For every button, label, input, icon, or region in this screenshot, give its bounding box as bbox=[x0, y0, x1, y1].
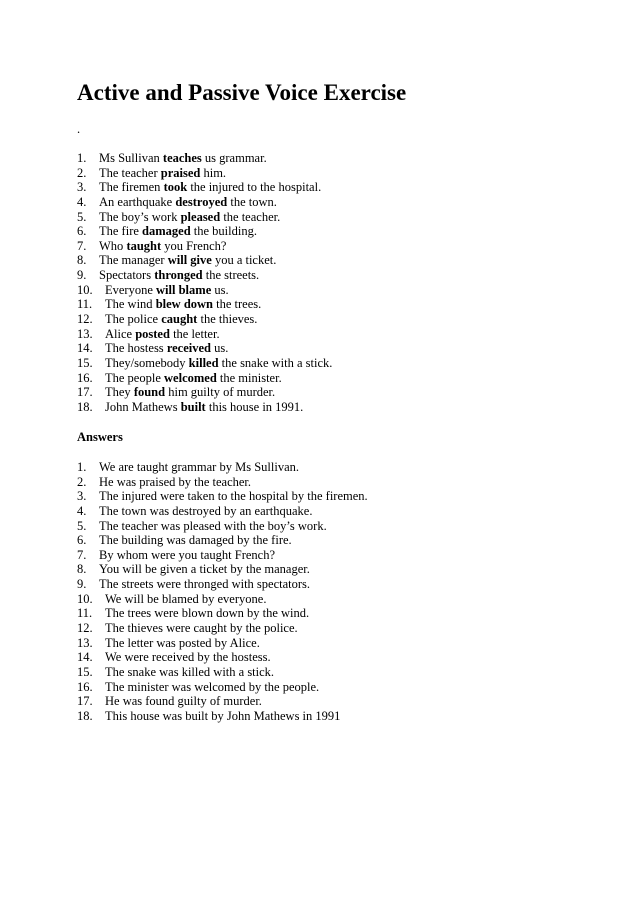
question-item bbox=[77, 239, 332, 254]
question-number: 6. bbox=[77, 224, 87, 239]
question-item bbox=[77, 253, 332, 268]
answer-item bbox=[77, 562, 368, 577]
answer-number: 2. bbox=[77, 474, 87, 489]
answer-number: 16. bbox=[77, 679, 93, 694]
answer-text: The minister was welcomed by the people. bbox=[105, 679, 320, 694]
question-text-start: John Mathews bbox=[105, 399, 181, 414]
answer-number: 11. bbox=[77, 606, 93, 621]
question-number: 1. bbox=[77, 151, 87, 165]
answer-item bbox=[77, 665, 368, 680]
question-text-start: The wind bbox=[105, 297, 156, 312]
question-text-end: the thieves. bbox=[197, 312, 258, 327]
answers-heading: Answers bbox=[77, 430, 123, 444]
question-text-start: Who bbox=[99, 238, 127, 253]
answer-item bbox=[77, 709, 368, 724]
question-text-start: An earthquake bbox=[99, 194, 176, 209]
answer-item bbox=[77, 592, 368, 607]
question-verb: taught bbox=[126, 238, 162, 253]
question-number: 16. bbox=[77, 370, 93, 385]
question-item bbox=[77, 210, 332, 225]
answer-text: The trees were blown down by the wind. bbox=[105, 606, 310, 621]
answer-number: 3. bbox=[77, 489, 87, 504]
question-verb: found bbox=[133, 385, 166, 400]
question-text-end: you a ticket. bbox=[211, 253, 277, 268]
question-verb: destroyed bbox=[175, 194, 228, 209]
question-item bbox=[77, 180, 332, 195]
question-item bbox=[77, 297, 332, 312]
answer-item bbox=[77, 680, 368, 695]
question-item bbox=[77, 224, 332, 239]
question-verb: praised bbox=[160, 165, 201, 180]
question-item bbox=[77, 385, 332, 400]
question-text-end: the town. bbox=[227, 194, 277, 209]
answer-item bbox=[77, 489, 368, 504]
answer-number: 7. bbox=[77, 547, 87, 562]
question-verb: posted bbox=[135, 326, 170, 341]
question-text-end: the trees. bbox=[213, 297, 262, 312]
answer-number: 6. bbox=[77, 533, 87, 548]
question-verb: damaged bbox=[142, 224, 191, 239]
answer-number: 1. bbox=[77, 460, 87, 474]
question-verb: caught bbox=[161, 312, 198, 327]
answer-text: You will be given a ticket by the manager. bbox=[99, 562, 310, 577]
question-text-start: They bbox=[105, 385, 134, 400]
question-list bbox=[77, 151, 332, 415]
question-number: 13. bbox=[77, 326, 93, 341]
answer-item bbox=[77, 577, 368, 592]
question-text-start: The fire bbox=[99, 224, 143, 239]
question-item bbox=[77, 166, 332, 181]
question-verb: took bbox=[163, 180, 188, 195]
answer-item bbox=[77, 636, 368, 651]
question-text-end: him. bbox=[200, 165, 227, 180]
question-text-end: the injured to the hospital. bbox=[187, 180, 322, 195]
question-number: 10. bbox=[77, 282, 93, 297]
question-item bbox=[77, 283, 332, 298]
question-number: 8. bbox=[77, 253, 87, 268]
answer-text: We are taught grammar by Ms Sullivan. bbox=[99, 460, 299, 474]
answer-text: The letter was posted by Alice. bbox=[105, 635, 260, 650]
answer-text: This house was built by John Mathews in 1991 bbox=[105, 708, 341, 723]
answer-text: He was found guilty of murder. bbox=[105, 694, 262, 709]
question-text-end: the teacher. bbox=[220, 209, 281, 224]
answer-item bbox=[77, 475, 368, 490]
answer-text: The town was destroyed by an earthquake. bbox=[99, 503, 313, 518]
question-text-start: Ms Sullivan bbox=[99, 151, 163, 165]
answer-list bbox=[77, 460, 368, 724]
answer-text: The thieves were caught by the police. bbox=[105, 621, 298, 636]
question-text-end: you French? bbox=[161, 238, 227, 253]
question-text-start: The teacher bbox=[99, 165, 161, 180]
question-item bbox=[77, 356, 332, 371]
question-text-start: The hostess bbox=[105, 341, 167, 356]
answer-number: 14. bbox=[77, 650, 93, 665]
answer-text: The building was damaged by the fire. bbox=[99, 533, 292, 548]
answer-number: 12. bbox=[77, 621, 93, 636]
question-text-end: him guilty of murder. bbox=[165, 385, 276, 400]
question-number: 2. bbox=[77, 165, 87, 180]
answer-text: The teacher was pleased with the boy’s work. bbox=[99, 518, 327, 533]
answer-item bbox=[77, 694, 368, 709]
question-number: 7. bbox=[77, 238, 87, 253]
question-text-start: The people bbox=[105, 370, 165, 385]
question-verb: will give bbox=[167, 253, 212, 268]
question-verb: teaches bbox=[162, 151, 202, 165]
question-text-end: this house in 1991. bbox=[205, 399, 304, 414]
question-number: 4. bbox=[77, 194, 87, 209]
question-text-end: the minister. bbox=[216, 370, 282, 385]
question-number: 18. bbox=[77, 399, 93, 414]
question-text-end: the building. bbox=[190, 224, 257, 239]
question-verb: blew down bbox=[155, 297, 213, 312]
page-title: Active and Passive Voice Exercise bbox=[77, 80, 407, 105]
question-text-start: Alice bbox=[105, 326, 136, 341]
answer-number: 8. bbox=[77, 562, 87, 577]
question-text-end: the snake with a stick. bbox=[218, 355, 333, 370]
answer-number: 17. bbox=[77, 694, 93, 709]
answer-number: 9. bbox=[77, 577, 87, 592]
question-item bbox=[77, 195, 332, 210]
question-number: 12. bbox=[77, 312, 93, 327]
question-verb: pleased bbox=[180, 209, 221, 224]
answer-number: 15. bbox=[77, 664, 93, 679]
question-item bbox=[77, 371, 332, 386]
answer-number: 13. bbox=[77, 635, 93, 650]
question-item bbox=[77, 151, 332, 166]
question-text-start: The firemen bbox=[99, 180, 164, 195]
question-text-start: Spectators bbox=[99, 268, 155, 283]
question-verb: built bbox=[180, 399, 206, 414]
answer-text: By whom were you taught French? bbox=[99, 547, 276, 562]
answer-item bbox=[77, 650, 368, 665]
answer-number: 18. bbox=[77, 708, 93, 723]
answer-text: The injured were taken to the hospital by the firemen. bbox=[99, 489, 368, 504]
answer-item bbox=[77, 533, 368, 548]
question-text-end: us. bbox=[211, 341, 229, 356]
question-text-start: The manager bbox=[99, 253, 168, 268]
question-verb: killed bbox=[188, 355, 219, 370]
question-item bbox=[77, 341, 332, 356]
question-item bbox=[77, 268, 332, 283]
question-number: 17. bbox=[77, 385, 93, 400]
question-verb: will blame bbox=[156, 282, 212, 297]
question-text-start: They/somebody bbox=[105, 355, 189, 370]
answer-item bbox=[77, 504, 368, 519]
question-text-start: Everyone bbox=[105, 282, 157, 297]
answer-text: He was praised by the teacher. bbox=[99, 474, 252, 489]
answer-item bbox=[77, 548, 368, 563]
answer-number: 10. bbox=[77, 591, 93, 606]
question-number: 14. bbox=[77, 341, 93, 356]
question-number: 11. bbox=[77, 297, 93, 312]
question-text-end: us grammar. bbox=[201, 151, 267, 165]
answer-text: We were received by the hostess. bbox=[105, 650, 271, 665]
answer-item bbox=[77, 621, 368, 636]
question-text-end: the streets. bbox=[202, 268, 260, 283]
answer-text: The snake was killed with a stick. bbox=[105, 664, 275, 679]
question-text-end: the letter. bbox=[169, 326, 220, 341]
answer-item bbox=[77, 519, 368, 534]
answer-item bbox=[77, 606, 368, 621]
question-verb: thronged bbox=[154, 268, 203, 283]
answer-number: 5. bbox=[77, 518, 87, 533]
question-verb: received bbox=[166, 341, 212, 356]
question-number: 15. bbox=[77, 355, 93, 370]
answer-number: 4. bbox=[77, 503, 87, 518]
question-item bbox=[77, 400, 332, 415]
question-text-end: us. bbox=[211, 282, 229, 297]
question-item bbox=[77, 312, 332, 327]
separator-dot: . bbox=[77, 122, 81, 136]
question-number: 3. bbox=[77, 180, 87, 195]
question-text-start: The boy’s work bbox=[99, 209, 181, 224]
answer-item bbox=[77, 460, 368, 475]
question-text-start: The police bbox=[105, 312, 162, 327]
question-item bbox=[77, 327, 332, 342]
question-number: 9. bbox=[77, 268, 87, 283]
question-verb: welcomed bbox=[164, 370, 217, 385]
answer-text: We will be blamed by everyone. bbox=[105, 591, 267, 606]
answer-text: The streets were thronged with spectators. bbox=[99, 577, 311, 592]
question-number: 5. bbox=[77, 209, 87, 224]
